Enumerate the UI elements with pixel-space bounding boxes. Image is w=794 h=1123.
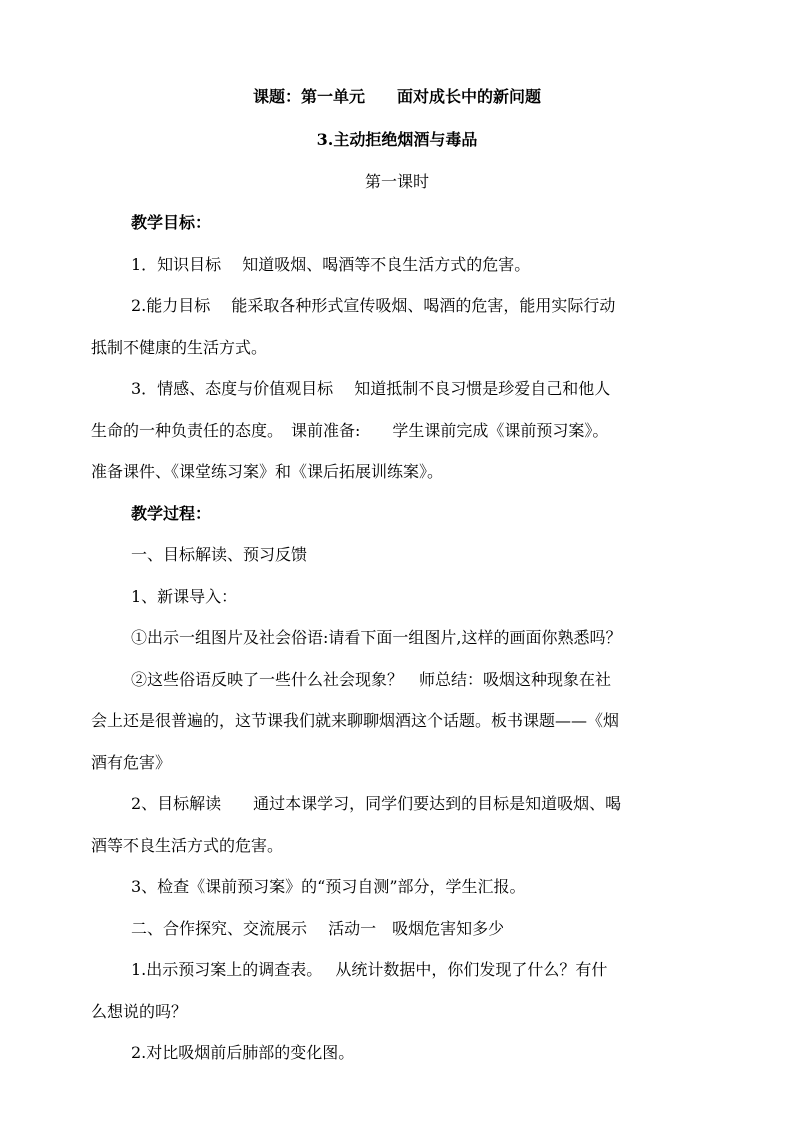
process-step3: 3、检查《课前预习案》的“预习自测”部分，学生汇报。 [131, 877, 526, 896]
lesson-period: 第一课时 [364, 172, 429, 191]
goals-heading: 教学目标： [131, 213, 212, 232]
process-bullet2-line1: ②这些俗语反映了一些什么社会现象？ 师总结：吸烟这种现象在社 [131, 670, 612, 689]
lesson-title: 课题：第一单元 面对成长中的新问题 [252, 87, 541, 106]
goal-attitude-line3: 准备课件、《课堂练习案》和《课后拓展训练案》。 [91, 462, 444, 481]
lesson-subtitle: 3.主动拒绝烟酒与毒品 [316, 130, 478, 149]
activity-item1-line2: 么想说的吗？ [91, 1002, 188, 1021]
goal-knowledge: 1．知识目标 知道吸烟、喝酒等不良生活方式的危害。 [131, 255, 531, 274]
process-bullet2-line2: 会上还是很普遍的，这节课我们就来聊聊烟酒这个话题。板书课题——《烟 [91, 711, 620, 730]
process-section1: 一、目标解读、预习反馈 [131, 545, 308, 564]
process-section2: 二、合作探究、交流展示 活动一 吸烟危害知多少 [131, 919, 505, 938]
goal-ability-line2: 抵制不健康的生活方式。 [91, 338, 268, 357]
process-heading: 教学过程： [131, 504, 212, 523]
activity-item1-line1: 1.出示预习案上的调查表。 从统计数据中，你们发现了什么？有什 [131, 960, 608, 979]
process-step1: 1、新课导入： [131, 587, 238, 606]
process-step2-line2: 酒等不良生活方式的危害。 [91, 836, 284, 855]
goal-attitude-line1: 3．情感、态度与价值观目标 知道抵制不良习惯是珍爱自己和他人 [131, 379, 611, 398]
goal-ability-line1: 2.能力目标 能采取各种形式宣传吸烟、喝酒的危害，能用实际行动 [131, 296, 616, 315]
process-bullet1: ①出示一组图片及社会俗语:请看下面一组图片,这样的画面你熟悉吗？ [131, 628, 622, 647]
process-bullet2-line3: 酒有危害》 [91, 753, 172, 772]
activity-item2: 2.对比吸烟前后肺部的变化图。 [131, 1043, 355, 1062]
process-step2-line1: 2、目标解读 通过本课学习，同学们要达到的目标是知道吸烟、喝 [131, 794, 622, 813]
goal-attitude-line2: 生命的一种负责任的态度。 课前准备: 学生课前完成《课前预习案》。 [91, 421, 609, 440]
